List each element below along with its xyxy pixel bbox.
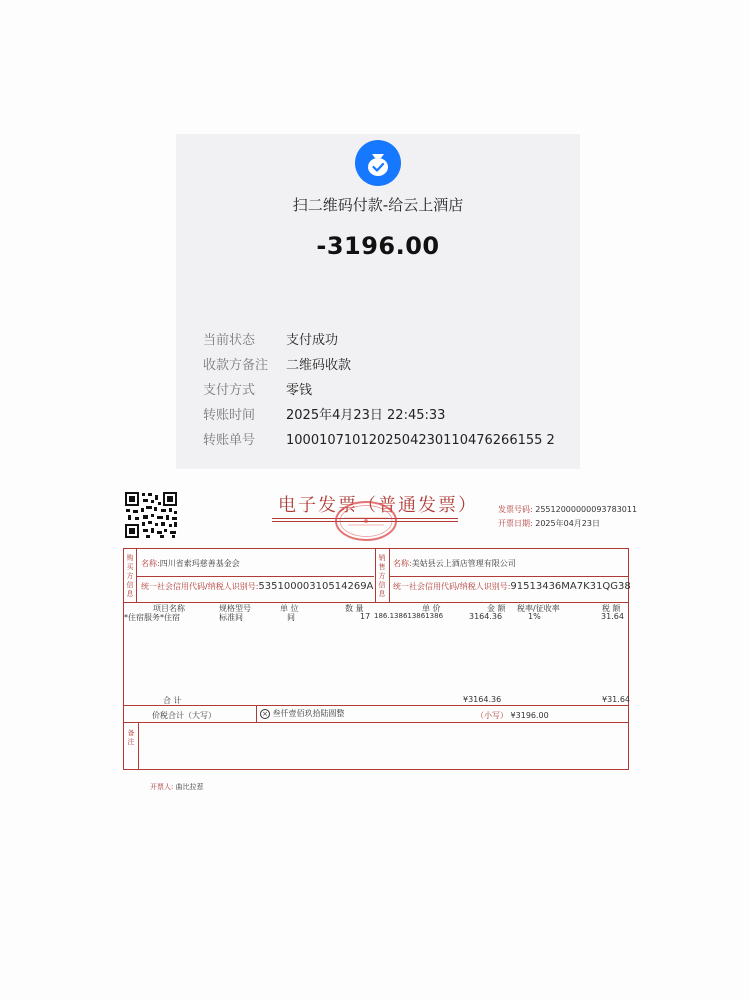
- col-header-tax: 税 额: [602, 604, 621, 613]
- invoice-number: [498, 504, 637, 515]
- detail-value: 1000107101202504230110476266155 2: [286, 433, 555, 448]
- buyer-tax-label: 统一社会信用代码/纳税人识别号:: [141, 582, 259, 591]
- seller-name-row: [393, 558, 516, 569]
- detail-value: 零钱: [286, 383, 313, 398]
- col-header-rate: 税率/征收率: [517, 604, 560, 613]
- detail-label: 转账时间: [203, 408, 256, 423]
- seller-tax-row: [393, 581, 631, 592]
- grand-total-words: [260, 708, 345, 719]
- detail-label: 当前状态: [203, 333, 256, 348]
- remark-tag: 备注: [127, 729, 135, 746]
- detail-label: 转账单号: [203, 433, 256, 448]
- seller-tax-label: 统一社会信用代码/纳税人识别号:: [393, 582, 511, 591]
- cross-circle-icon: ×: [260, 709, 270, 719]
- payment-amount: -3196.00: [316, 232, 440, 260]
- buyer-tax-row: [141, 581, 373, 592]
- divider: [136, 549, 137, 602]
- invoice-number-label: 发票号码:: [498, 505, 533, 514]
- col-header-qty: 数 量: [345, 604, 364, 613]
- item-spec: 标准间: [219, 613, 243, 622]
- item-name: *住宿服务*住宿: [124, 613, 180, 622]
- buyer-tax-id: 53510000310514269A: [258, 581, 374, 592]
- merchant-title: 扫二维码付款-给云上酒店: [292, 196, 464, 214]
- payment-logo-icon: [355, 140, 401, 186]
- seller-section-tag: 销售方信息: [378, 554, 386, 598]
- invoice-date-label: 开票日期:: [498, 519, 533, 528]
- invoice-table: [123, 548, 629, 770]
- grand-total-label: 价税合计（大写）: [152, 711, 216, 720]
- divider: [375, 549, 376, 602]
- qr-code-icon: [124, 491, 178, 539]
- grand-total-words-value: 叁仟壹佰玖拾陆圆整: [272, 709, 345, 718]
- seller-name-label: 名称:: [393, 559, 412, 568]
- divider: [390, 576, 628, 577]
- divider: [136, 576, 374, 577]
- detail-label: 支付方式: [203, 383, 256, 398]
- detail-value: 2025年4月23日 22:45:33: [286, 408, 446, 423]
- invoice-date: [498, 518, 600, 529]
- item-price: 186.138613861386: [374, 612, 444, 620]
- drawer-row: [150, 782, 204, 792]
- invoice-date-value: 2025年04月23日: [535, 519, 600, 528]
- detail-value: 支付成功: [286, 333, 339, 348]
- invoice-seal-icon: [334, 499, 398, 543]
- item-tax: 31.64: [601, 612, 624, 621]
- buyer-name-label: 名称:: [141, 559, 160, 568]
- detail-value: 二维码收款: [286, 358, 352, 373]
- total-amount: ¥3164.36: [463, 695, 502, 704]
- col-header-amount: 金 额: [487, 604, 506, 613]
- divider: [138, 723, 139, 769]
- col-header-price: 单 价: [422, 604, 441, 613]
- item-unit: 间: [287, 613, 295, 622]
- col-header-unit: 单 位: [280, 604, 299, 613]
- item-amount: 3164.36: [469, 612, 503, 621]
- divider: [256, 706, 257, 722]
- drawer-label: 开票人:: [150, 783, 174, 791]
- buyer-section-tag: 购买方信息: [126, 554, 134, 598]
- buyer-name-row: [141, 558, 240, 569]
- seller-tax-id: 91513436MA7K31QG38: [510, 581, 631, 592]
- buyer-name: 四川省索玛慈善基金会: [159, 559, 240, 568]
- grand-small-value: ¥3196.00: [510, 711, 549, 720]
- total-label: 合 计: [163, 696, 182, 705]
- item-qty: 17: [360, 612, 371, 621]
- drawer-name: 曲比拉惹: [175, 783, 204, 791]
- invoice-title: 电子发票（普通发票）: [278, 495, 478, 516]
- detail-label: 收款方备注: [203, 358, 269, 373]
- payment-receipt: [176, 134, 580, 469]
- grand-total-small: [476, 710, 549, 721]
- invoice-number-value: 25512000000093783011: [535, 505, 638, 514]
- divider: [124, 722, 628, 723]
- col-header-spec: 规格型号: [219, 604, 251, 613]
- item-rate: 1%: [528, 612, 541, 621]
- divider: [389, 549, 390, 602]
- total-tax: ¥31.64: [602, 695, 630, 704]
- seller-name: 美姑县云上酒店管理有限公司: [411, 559, 516, 568]
- grand-small-label: （小写）: [476, 711, 508, 720]
- col-header-name: 项目名称: [153, 604, 185, 613]
- divider: [124, 705, 628, 706]
